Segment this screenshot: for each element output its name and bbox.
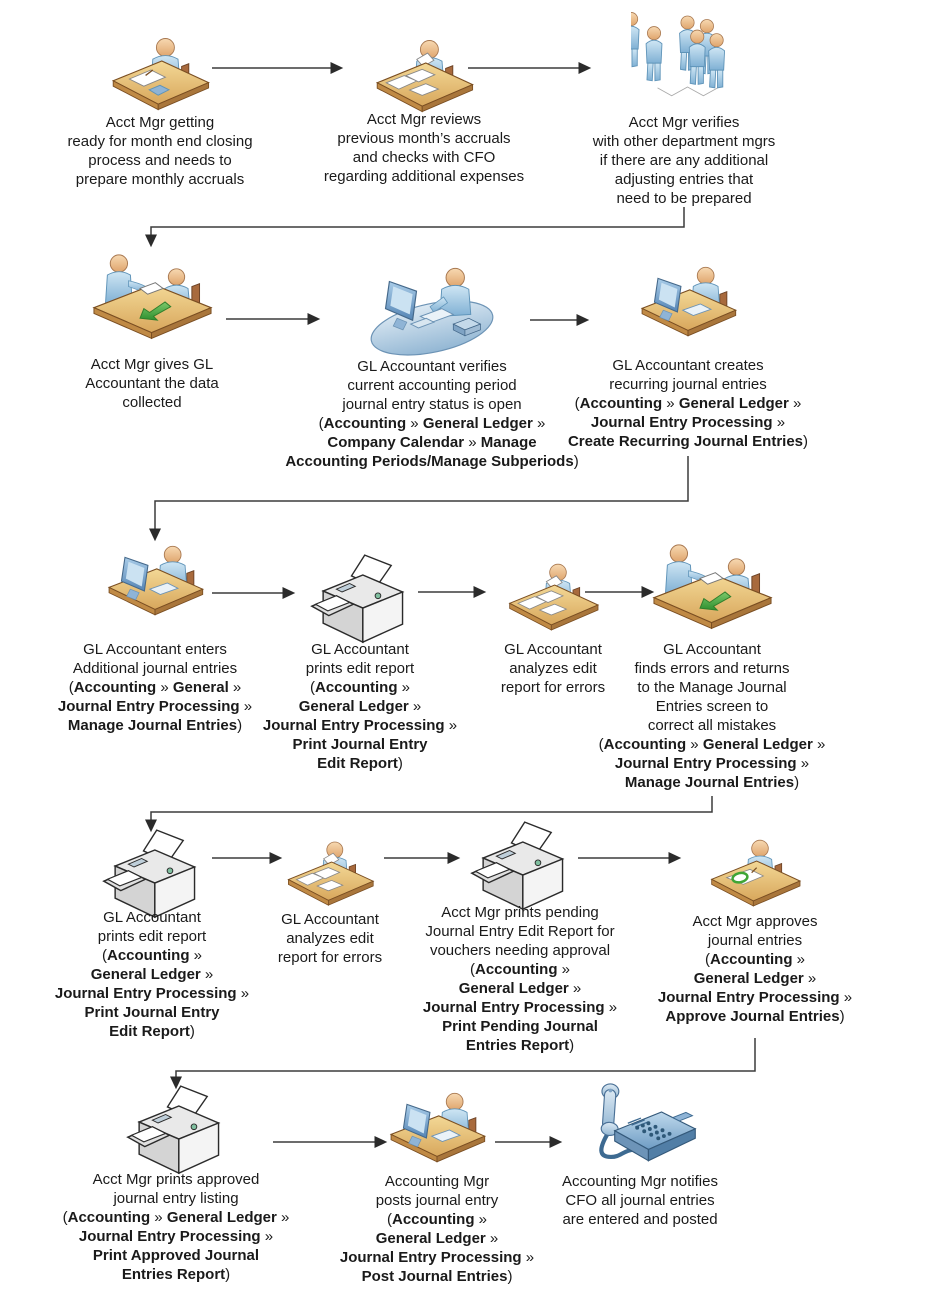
person-reviewing-papers-icon (370, 36, 478, 117)
step-caption: Acct Mgr verifies with other department mgrs if there are any additional adjusting entries that need to be prepared (592, 114, 776, 207)
printer-icon (468, 820, 572, 915)
step-caption: Acct Mgr prints pending Journal Entry Edit Report for vouchers needing approval (Accounting » General Ledger » Journal Entry Processing » Print Pending Journal Entries Report) (422, 904, 618, 1054)
person-reviewing-papers-icon (503, 560, 603, 635)
person-at-computer-icon (102, 543, 208, 623)
row-connector (151, 207, 684, 245)
step-caption: GL Accountant prints edit report (Accounting » General Ledger » Journal Entry Processing » Print Journal Entry Edit Report) (262, 641, 458, 772)
step-caption: GL Accountant finds errors and returns to the Manage Journal Entries screen to correct all mistakes (Accounting » General Ledger » Journal Entry Processing » Manage Journal Entries) (598, 641, 826, 791)
step-caption: GL Accountant analyzes edit report for errors (277, 911, 383, 966)
person-at-computer-icon (384, 1090, 490, 1170)
step-caption: Acct Mgr getting ready for month end closing process and needs to prepare monthly accruals (67, 114, 253, 188)
step-caption: GL Accountant creates recurring journal entries (Accounting » General Ledger » Journal Entry Processing » Create Recurring Journal Entries) (567, 357, 809, 450)
two-people-handing-document-icon (650, 542, 775, 638)
step-caption: Acct Mgr gives GL Accountant the data collected (85, 356, 219, 411)
step-caption: GL Accountant prints edit report (Accounting » General Ledger » Journal Entry Processing » Print Journal Entry Edit Report) (54, 909, 250, 1040)
step-caption: GL Accountant enters Additional journal entries (Accounting » General » Journal Entry Processing » Manage Journal Entries) (57, 641, 253, 734)
step-caption: GL Accountant analyzes edit report for errors (500, 641, 606, 696)
step-caption: Accounting Mgr posts journal entry (Accounting » General Ledger » Journal Entry Processing » Post Journal Entries) (339, 1173, 535, 1285)
step-caption: Accounting Mgr notifies CFO all journal entries are entered and posted (562, 1173, 718, 1228)
person-at-computer-icon (635, 264, 741, 344)
step-caption: GL Accountant verifies current accounting period journal entry status is open (Accounting » General Ledger » Company Calendar » Manage Accounting Periods/Manage Subperiods) (285, 358, 579, 470)
person-writing-at-desk-icon (106, 34, 214, 115)
row-connector (151, 796, 712, 830)
person-approving-document-icon (705, 836, 805, 911)
group-of-people-icon (631, 12, 737, 109)
printer-icon (308, 553, 412, 648)
telephone-icon (579, 1082, 701, 1171)
two-people-handing-document-icon (90, 252, 215, 348)
step-caption: Acct Mgr prints approved journal entry listing (Accounting » General Ledger » Journal Entry Processing » Print Approved Journal Entries Report) (62, 1171, 290, 1283)
person-at-computer-workstation-icon (364, 266, 500, 358)
person-reviewing-papers-icon (282, 838, 378, 910)
step-caption: Acct Mgr approves journal entries (Accounting » General Ledger » Journal Entry Processing » Approve Journal Entries) (657, 913, 853, 1025)
step-caption: Acct Mgr reviews previous month’s accruals and checks with CFO regarding additional expenses (323, 111, 525, 185)
printer-icon (124, 1084, 228, 1179)
